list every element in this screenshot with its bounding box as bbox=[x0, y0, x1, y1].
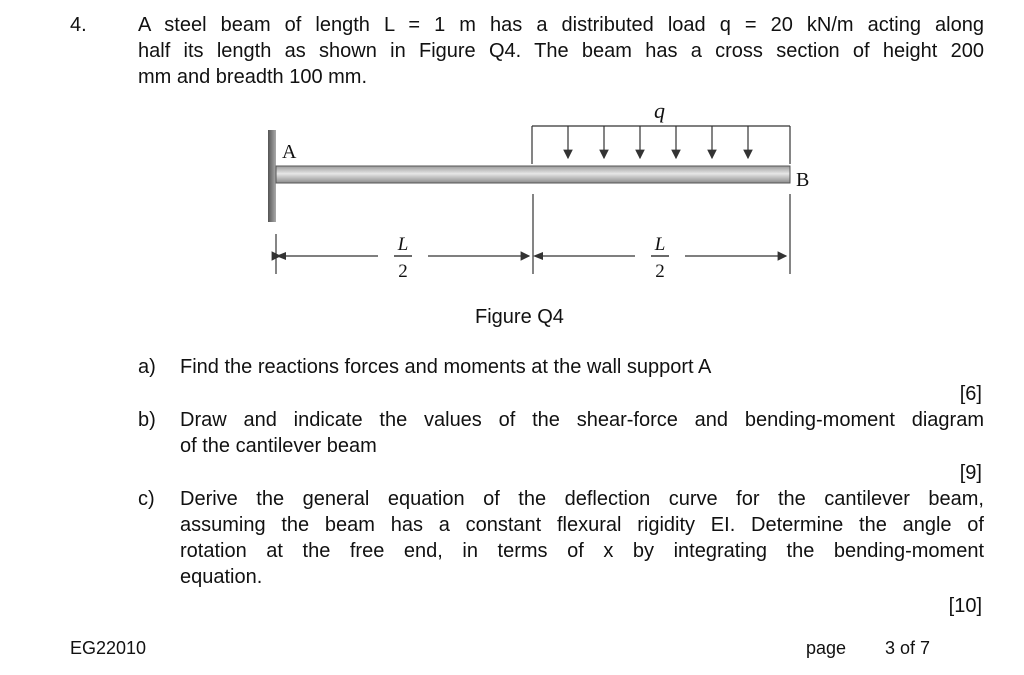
cantilever-beam-figure bbox=[230, 96, 830, 296]
marks-part-b: [9] bbox=[959, 462, 982, 484]
page-count: 3 of 7 bbox=[885, 638, 931, 658]
question-text-line: half its length as shown in Figure Q4. The beam has a cross section of height 200 bbox=[138, 40, 984, 62]
part-text-line: Derive the general equation of the deflection curve for the cantilever beam, bbox=[180, 488, 984, 510]
question-number: 4. bbox=[70, 14, 87, 36]
fraction-numerator: L bbox=[654, 234, 666, 255]
part-label: b) bbox=[138, 409, 156, 431]
part-label: a) bbox=[138, 356, 156, 378]
part-text-line: rotation at the free end, in terms of x by integrating the bending-moment bbox=[180, 540, 984, 562]
question-text-line: A steel beam of length L = 1 m has a distributed load q = 20 kN/m acting along bbox=[138, 14, 984, 36]
part-text-line: equation. bbox=[180, 566, 263, 588]
course-code: EG22010 bbox=[70, 638, 147, 658]
marks-part-a: [6] bbox=[959, 383, 982, 405]
beam bbox=[276, 166, 790, 183]
marks-part-c: [10] bbox=[948, 595, 982, 617]
part-text-line: Find the reactions forces and moments at the wall support A bbox=[180, 356, 712, 378]
wall-support bbox=[268, 130, 276, 222]
question-text-line: mm and breadth 100 mm. bbox=[138, 66, 367, 88]
label-b: B bbox=[796, 169, 810, 191]
distributed-load bbox=[532, 126, 790, 164]
page-label: page bbox=[806, 638, 847, 658]
figure-caption: Figure Q4 bbox=[475, 306, 564, 328]
dimension-lines bbox=[276, 194, 790, 274]
part-text-line: assuming the beam has a constant flexural rigidity EI. Determine the angle of bbox=[180, 514, 984, 536]
fraction-denominator: 2 bbox=[398, 261, 408, 282]
part-label: c) bbox=[138, 488, 155, 510]
part-text-line: Draw and indicate the values of the shear-force and bending-moment diagram bbox=[180, 409, 984, 431]
dimension-label-right bbox=[651, 234, 669, 282]
fraction-denominator: 2 bbox=[655, 261, 665, 282]
dimension-label-left bbox=[394, 234, 412, 282]
label-a: A bbox=[282, 141, 297, 163]
label-q: q bbox=[654, 98, 665, 123]
part-text-line: of the cantilever beam bbox=[180, 435, 377, 457]
fraction-numerator: L bbox=[397, 234, 409, 255]
question-text bbox=[138, 12, 984, 90]
